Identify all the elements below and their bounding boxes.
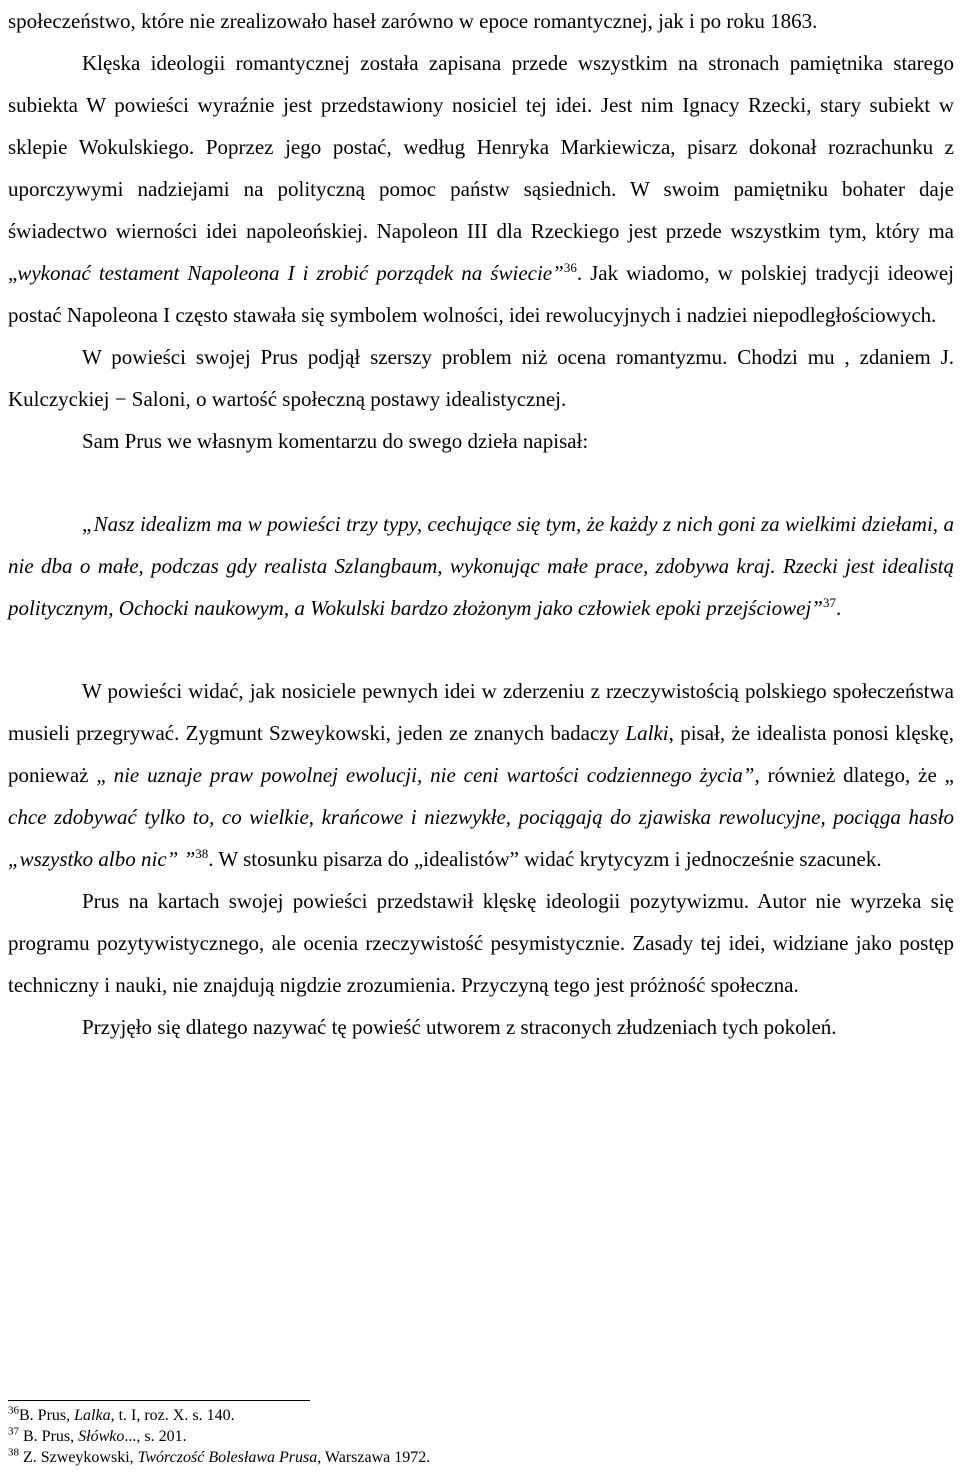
footnote-title: Lalka (74, 1407, 111, 1424)
paragraph-2-text-a: Klęska ideologii romantycznej została zapisana przede wszystkim na stronach pamiętnika starego subiekta W powieści wyraźnie jest przedstawiony nosiciel tej idei. Jest nim Ignacy Rzecki, stary subiekt w sklepie Wokulskiego. Poprzez jego postać, według Henryka Markiewicza, pisarz dokonał rozrachunku z uporczywymi nadziejami na polityczną pomoc państw sąsiednich. W swoim pamiętniku bohater daje świadectwo wierności idei napoleońskiej. Napoleon III dla Rzeckiego jest przede wszystkim tym, który ma „ (8, 51, 954, 285)
szweykowski-quote-1: nie uznaje praw powolnej ewolucji, nie ceni wartości codziennego życia” (113, 763, 755, 787)
footnote-36 (8, 1405, 948, 1426)
paragraph-3 (8, 336, 954, 420)
paragraph-4-text: Sam Prus we własnym komentarzu do swego dzieła napisał: (82, 429, 589, 453)
footnote-37 (8, 1426, 948, 1447)
footnote-text: ..., s. 201. (124, 1428, 187, 1445)
napoleon-quote: wykonać testament Napoleona I i zrobić porządek na świecie” (17, 261, 564, 285)
footnote-number: 37 (8, 1425, 19, 1438)
paragraph-5-text-d: . W stosunku pisarza do „idealistów” widać krytycyzm i jednocześnie szacunek. (208, 847, 882, 871)
paragraph-5-text-b: , pisał, że idealista ponosi klęskę, ponieważ „ (8, 721, 954, 787)
footnote-number: 38 (8, 1446, 19, 1459)
footnote-38 (8, 1447, 948, 1468)
footnote-text: B. Prus, (19, 1407, 75, 1424)
footnote-text: Z. Szweykowski, (19, 1449, 138, 1466)
block-quote (8, 503, 954, 629)
block-quote-text: „Nasz idealizm ma w powieści trzy typy, cechujące się tym, że każdy z nich goni za wielkimi dziełami, a nie dba o małe, podczas gdy realista Szlangbaum, wykonując małe prace, zdobywa kraj. Rzecki jest idealistą politycznym, Ochocki naukowym, a Wokulski bardzo złożonym jako człowiek epoki przejściowej” (8, 512, 954, 620)
paragraph-5-text-a: W powieści widać, jak nosiciele pewnych idei w zderzeniu z rzeczywistością polskiego społeczeństwa musieli przegrywać. Zygmunt Szweykowski, jeden ze znanych badaczy (8, 679, 954, 745)
block-quote-tail: . (835, 596, 842, 620)
footnote-text: B. Prus, (19, 1428, 79, 1445)
paragraph-5 (8, 670, 954, 880)
paragraph-3-text: W powieści swojej Prus podjął szerszy problem niż ocena romantyzmu. Chodzi mu , zdaniem J. Kulczyckiej − Saloni, o wartość społeczną postawy idealistycznej. (8, 345, 954, 411)
footnote-ref-38: 38 (195, 846, 209, 861)
footnotes (8, 1400, 948, 1468)
paragraph-1-text: społeczeństwo, które nie zrealizowało haseł zarówno w epoce romantycznej, jak i po roku 1863. (8, 9, 818, 33)
footnote-ref-37: 37 (822, 595, 836, 610)
footnote-title: Twórczość Bolesława Prusa, (137, 1449, 322, 1466)
footnote-separator (8, 1400, 310, 1401)
paragraph-2-text-b: . Jak wiadomo, w polskiej tradycji ideowej postać Napoleona I często stawała się symbolem wolności, idei rewolucyjnych i nadziei niepodległościowych. (8, 261, 954, 327)
paragraph-6-text: Prus na kartach swojej powieści przedstawił klęskę ideologii pozytywizmu. Autor nie wyrzeka się programu pozytywistycznego, ale ocenia rzeczywistość pesymistycznie. Zasady tej idei, widziane jako postęp techniczny i nauki, nie znajdują nigdzie zrozumienia. Przyczyną tego jest próżność społeczna. (8, 889, 954, 997)
paragraph-1 (8, 0, 954, 42)
footnote-text: , t. I, roz. X. s. 140. (110, 1407, 235, 1424)
paragraph-2 (8, 42, 954, 336)
paragraph-7-text: Przyjęło się dlatego nazywać tę powieść utworem z straconych złudzeniach tych pokoleń. (82, 1015, 837, 1039)
footnote-text: Warszawa 1972. (321, 1449, 431, 1466)
lalki-title: Lalki (625, 721, 669, 745)
szweykowski-quote-2: chce zdobywać tylko to, co wielkie, krańcowe i niezwykłe, pociągają do zjawiska rewolucyjne, pociąga hasło „wszystko albo nic” ” (8, 805, 954, 871)
paragraph-6 (8, 880, 954, 1006)
paragraph-4 (8, 420, 954, 462)
footnote-ref-36: 36 (563, 260, 577, 275)
paragraph-7 (8, 1006, 954, 1048)
footnote-number: 36 (8, 1404, 19, 1417)
footnote-title: Słówko (78, 1428, 125, 1445)
paragraph-5-text-c: , również dlatego, że „ (754, 763, 954, 787)
